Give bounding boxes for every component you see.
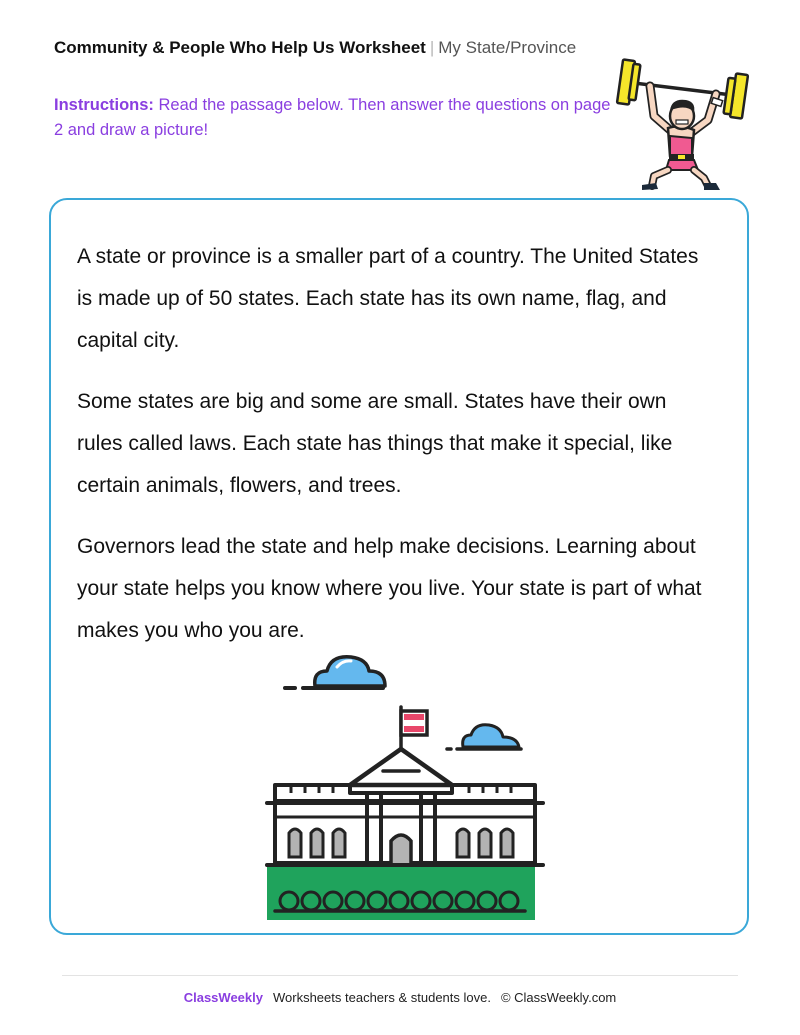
passage-paragraph: A state or province is a smaller part of a country. The United States is made up of 50 states. Each state has its own name, flag, and capital city. [77,245,699,352]
instructions-label: Instructions: [54,96,154,114]
footer-brand: ClassWeekly [183,990,263,1005]
weightlifter-illustration [612,52,762,192]
passage-paragraph: Some states are big and some are small. States have their own rules called laws. Each state has things that make it special, like certain animals, flowers, and trees. [77,390,673,497]
title-main: Community & People Who Help Us Worksheet [54,38,426,57]
footer-tagline: Worksheets teachers & students love. [272,990,491,1005]
footer-divider [62,975,738,976]
flag-icon [401,707,427,749]
cloud-icon [285,657,385,688]
worksheet-title [54,38,576,58]
cloud-icon [447,725,521,749]
title-subtitle: My State/Province [438,38,577,57]
title-separator: | [429,38,435,57]
reading-passage [77,236,717,671]
footer-copyright: © ClassWeekly.com [500,990,617,1005]
instructions [54,93,614,143]
footer [0,990,800,1005]
instructions-text: Read the passage below. Then answer the questions on page 2 and draw a picture! [54,96,611,139]
passage-paragraph: Governors lead the state and help make decisions. Learning about your state helps you know where you live. Your state is part of what makes you who you are. [77,535,702,642]
capitol-building-illustration [255,645,555,925]
